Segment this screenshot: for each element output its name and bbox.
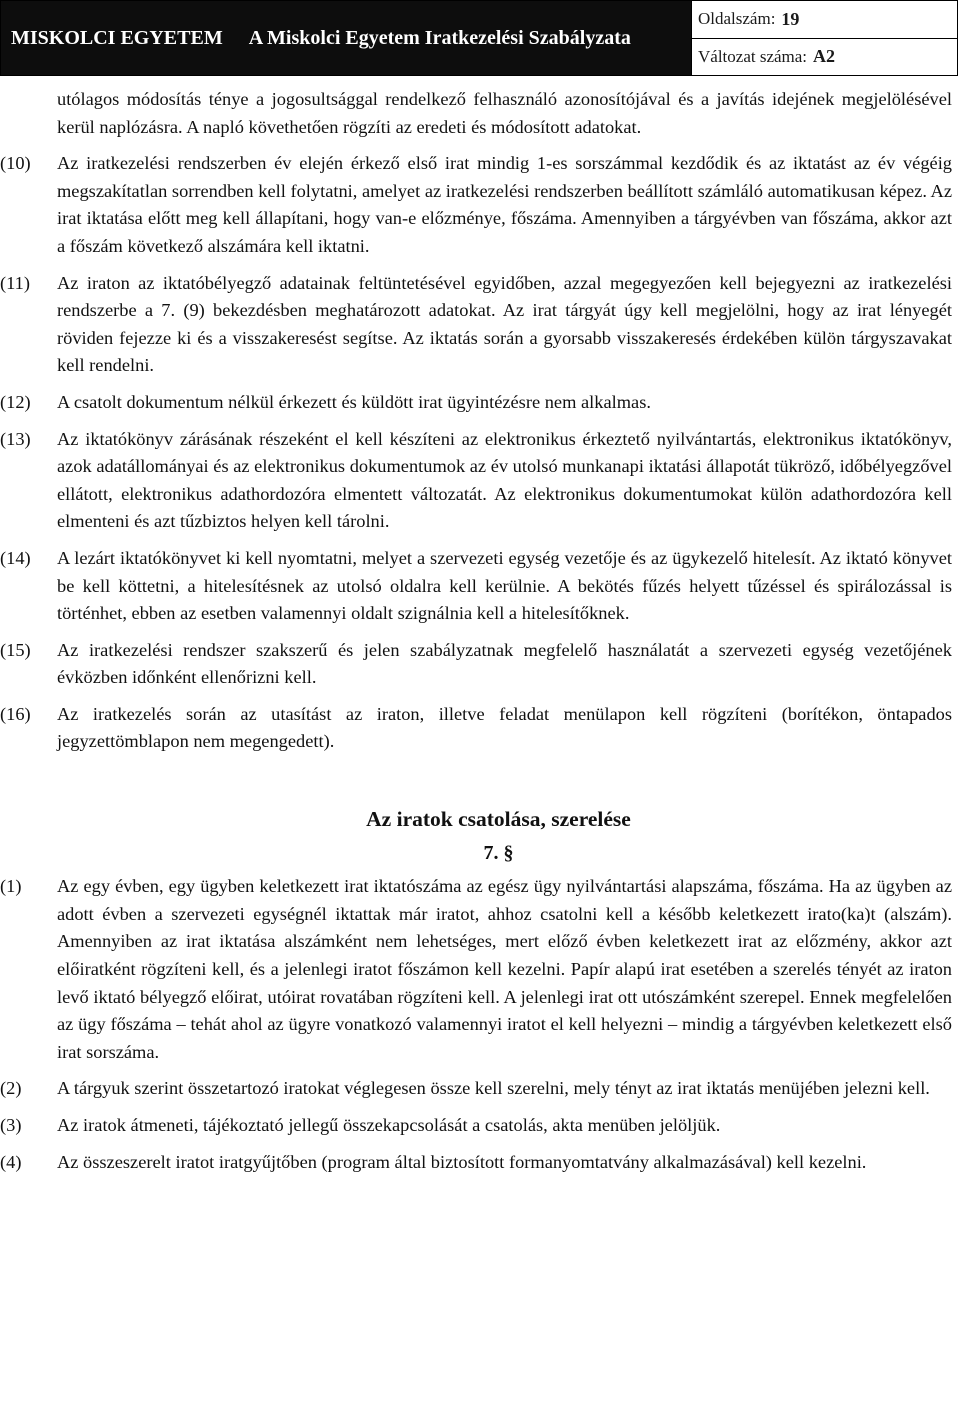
paragraph-number: (12) bbox=[0, 391, 31, 412]
paragraph-16 bbox=[0, 701, 960, 756]
paragraph-text: Az iraton az iktatóbélyegző adatainak feltüntetésével egyidőben, azzal megegyezően kell bejegyezni az iratkezelési rendszerbe a 7. (9) bekezdésben meghatározott adatokat. Az irat tárgyát úgy kell megjelölni, hogy az irat lényegét röviden fejezze ki és a visszakeresést segítse. Az iktatás során a gyorsabb visszakeresés érdekében külön tárgyszavakat kell rendelni. bbox=[57, 272, 952, 376]
section-number: 7. § bbox=[483, 841, 514, 864]
paragraph-text: A tárgyuk szerint összetartozó iratokat véglegesen össze kell szerelni, mely tényt az irat iktatás menüjében jelezni kell. bbox=[57, 1078, 930, 1099]
section-paragraph-1 bbox=[0, 873, 960, 1066]
paragraph-text: A lezárt iktatókönyvet ki kell nyomtatni, melyet a szervezeti egység vezetője és az ügykezelő hitelesít. Az iktató könyvet be kell köttetni, a hitelesítésnek az utolsó oldalra kell kerülnie. A bekötés fűzés helyett tűzéssel és spirálozással is történhet, ebben az esetben valamennyi oldalt szignálnia kell a hitelesítőknek. bbox=[57, 547, 952, 624]
paragraph-number: (15) bbox=[0, 639, 31, 660]
section-title: Az iratok csatolása, szerelése bbox=[366, 807, 631, 832]
paragraph-number: (13) bbox=[0, 428, 31, 449]
paragraph-14 bbox=[0, 545, 960, 628]
document-title: A Miskolci Egyetem Iratkezelési Szabályzata bbox=[248, 26, 631, 49]
paragraph-text: Az iratkezelési rendszer szakszerű és jelen szabályzatnak megfelelő használatát a szervezeti egység vezetőjének évközben időnként ellenőrizni kell. bbox=[57, 639, 952, 688]
paragraph-text: Az iratok átmeneti, tájékoztató jellegű összekapcsolását a csatolás, akta menüben jelöljük. bbox=[57, 1115, 721, 1135]
paragraph-text: Az iratkezelési rendszerben év elején érkező első irat mindig 1-es sorszámmal kezdődik és az iktatást az év végéig megszakítatlan sorrendben kell folytatni, amelyet az iratkezelési rendszerben beállított számláló automatikusan képez. Az irat iktatása előtt meg kell állapítani, hogy van-e előzménye, főszáma. Amennyiben a tárgyévben van főszáma, akkor azt a főszám következő alszámára kell iktatni. bbox=[57, 153, 952, 256]
section-paragraph-3 bbox=[0, 1112, 960, 1140]
paragraph-number: (14) bbox=[0, 547, 31, 568]
section-paragraph-4 bbox=[0, 1149, 960, 1177]
document-body bbox=[0, 86, 960, 1176]
paragraph-text: Az egy évben, egy ügyben keletkezett irat iktatószáma az egész ügy nyilvántartási alapszáma, főszáma. Ha az ügyben az adott évben a szervezeti egységnél iktattak már iratot, ahhoz csatolni kell a később keletkezett irato(ka)t (alszám). Amennyiben az irat iktatása alszámként nem lehetséges, mert előző évben keletkezett irat az előzmény, akkor azt előiratként rögzíteni kell, és a jelenlegi iratot főszámon kell kezelni. Papír alapú irat esetében a szerelés tényét az iraton levő iktató bélyegző előirat, utóirat rovatában rögzíteni kell. A jelenlegi irat ott utószámként szerepel. Ennek megfelelően az ügy főszáma – tehát ahol az ügyre vonatkozó valamennyi iratot el kell helyezni – mindig a tárgyévben keletkezett első irat sorszáma. bbox=[57, 876, 952, 1062]
page-number-label: Oldalszám: bbox=[698, 9, 776, 29]
paragraph-text: A csatolt dokumentum nélkül érkezett és küldött irat ügyintézésre nem alkalmas. bbox=[57, 391, 651, 412]
paragraph-15 bbox=[0, 637, 960, 692]
paragraph-12 bbox=[0, 389, 960, 417]
page-header bbox=[0, 0, 958, 76]
section-paragraph-2 bbox=[0, 1075, 960, 1103]
version-value: A2 bbox=[813, 46, 836, 67]
paragraph-text: Az iktatókönyv zárásának részeként el kell készíteni az elektronikus érkeztető nyilvántartás, elektronikus iktatókönyv, azok adatállományai és az elektronikus dokumentumok az év utolsó munkanapi iktatási állapotát tükröző, időbélyegzővel ellátott, elektronikus adathordozóra elmentett változatát. Az elektronikus dokumentumokat külön adathordozóra kell elmenteni és azt tűzbiztos helyen kell tárolni. bbox=[57, 428, 952, 532]
paragraph-number: (4) bbox=[0, 1151, 22, 1172]
paragraph-text: Az összeszerelt iratot iratgyűjtőben (program által biztosított formanyomtatvány alkalmazásával) kell kezelni. bbox=[57, 1151, 867, 1172]
paragraph-number: (1) bbox=[0, 876, 22, 897]
paragraph-text: Az iratkezelés során az utasítást az iraton, illetve feladat menülapon kell rögzíteni (borítékon, öntapados jegyzettömblapon nem megengedett). bbox=[57, 703, 952, 752]
header-meta bbox=[691, 1, 957, 75]
paragraph-number: (10) bbox=[0, 153, 31, 174]
header-title-bar bbox=[1, 1, 691, 75]
paragraph-number: (11) bbox=[0, 272, 30, 293]
organization-name: MISKOLCI EGYETEM bbox=[11, 26, 223, 49]
paragraph-number: (3) bbox=[0, 1115, 22, 1135]
version-cell bbox=[692, 38, 957, 76]
paragraph-10 bbox=[0, 150, 960, 260]
paragraph-number: (16) bbox=[0, 703, 31, 724]
paragraph-number: (2) bbox=[0, 1078, 22, 1099]
version-label: Változat száma: bbox=[698, 46, 808, 66]
continuation-paragraph: utólagos módosítás ténye a jogosultsággal rendelkező felhasználó azonosítójával és a javítás idejének megjelölésével kerül naplózásra. A napló követhetően rögzíti az eredeti és módosított adatokat. bbox=[57, 89, 952, 137]
page-number-cell bbox=[692, 1, 957, 38]
paragraph-13 bbox=[0, 426, 960, 536]
page-number: 19 bbox=[781, 8, 800, 29]
paragraph-11 bbox=[0, 270, 960, 380]
